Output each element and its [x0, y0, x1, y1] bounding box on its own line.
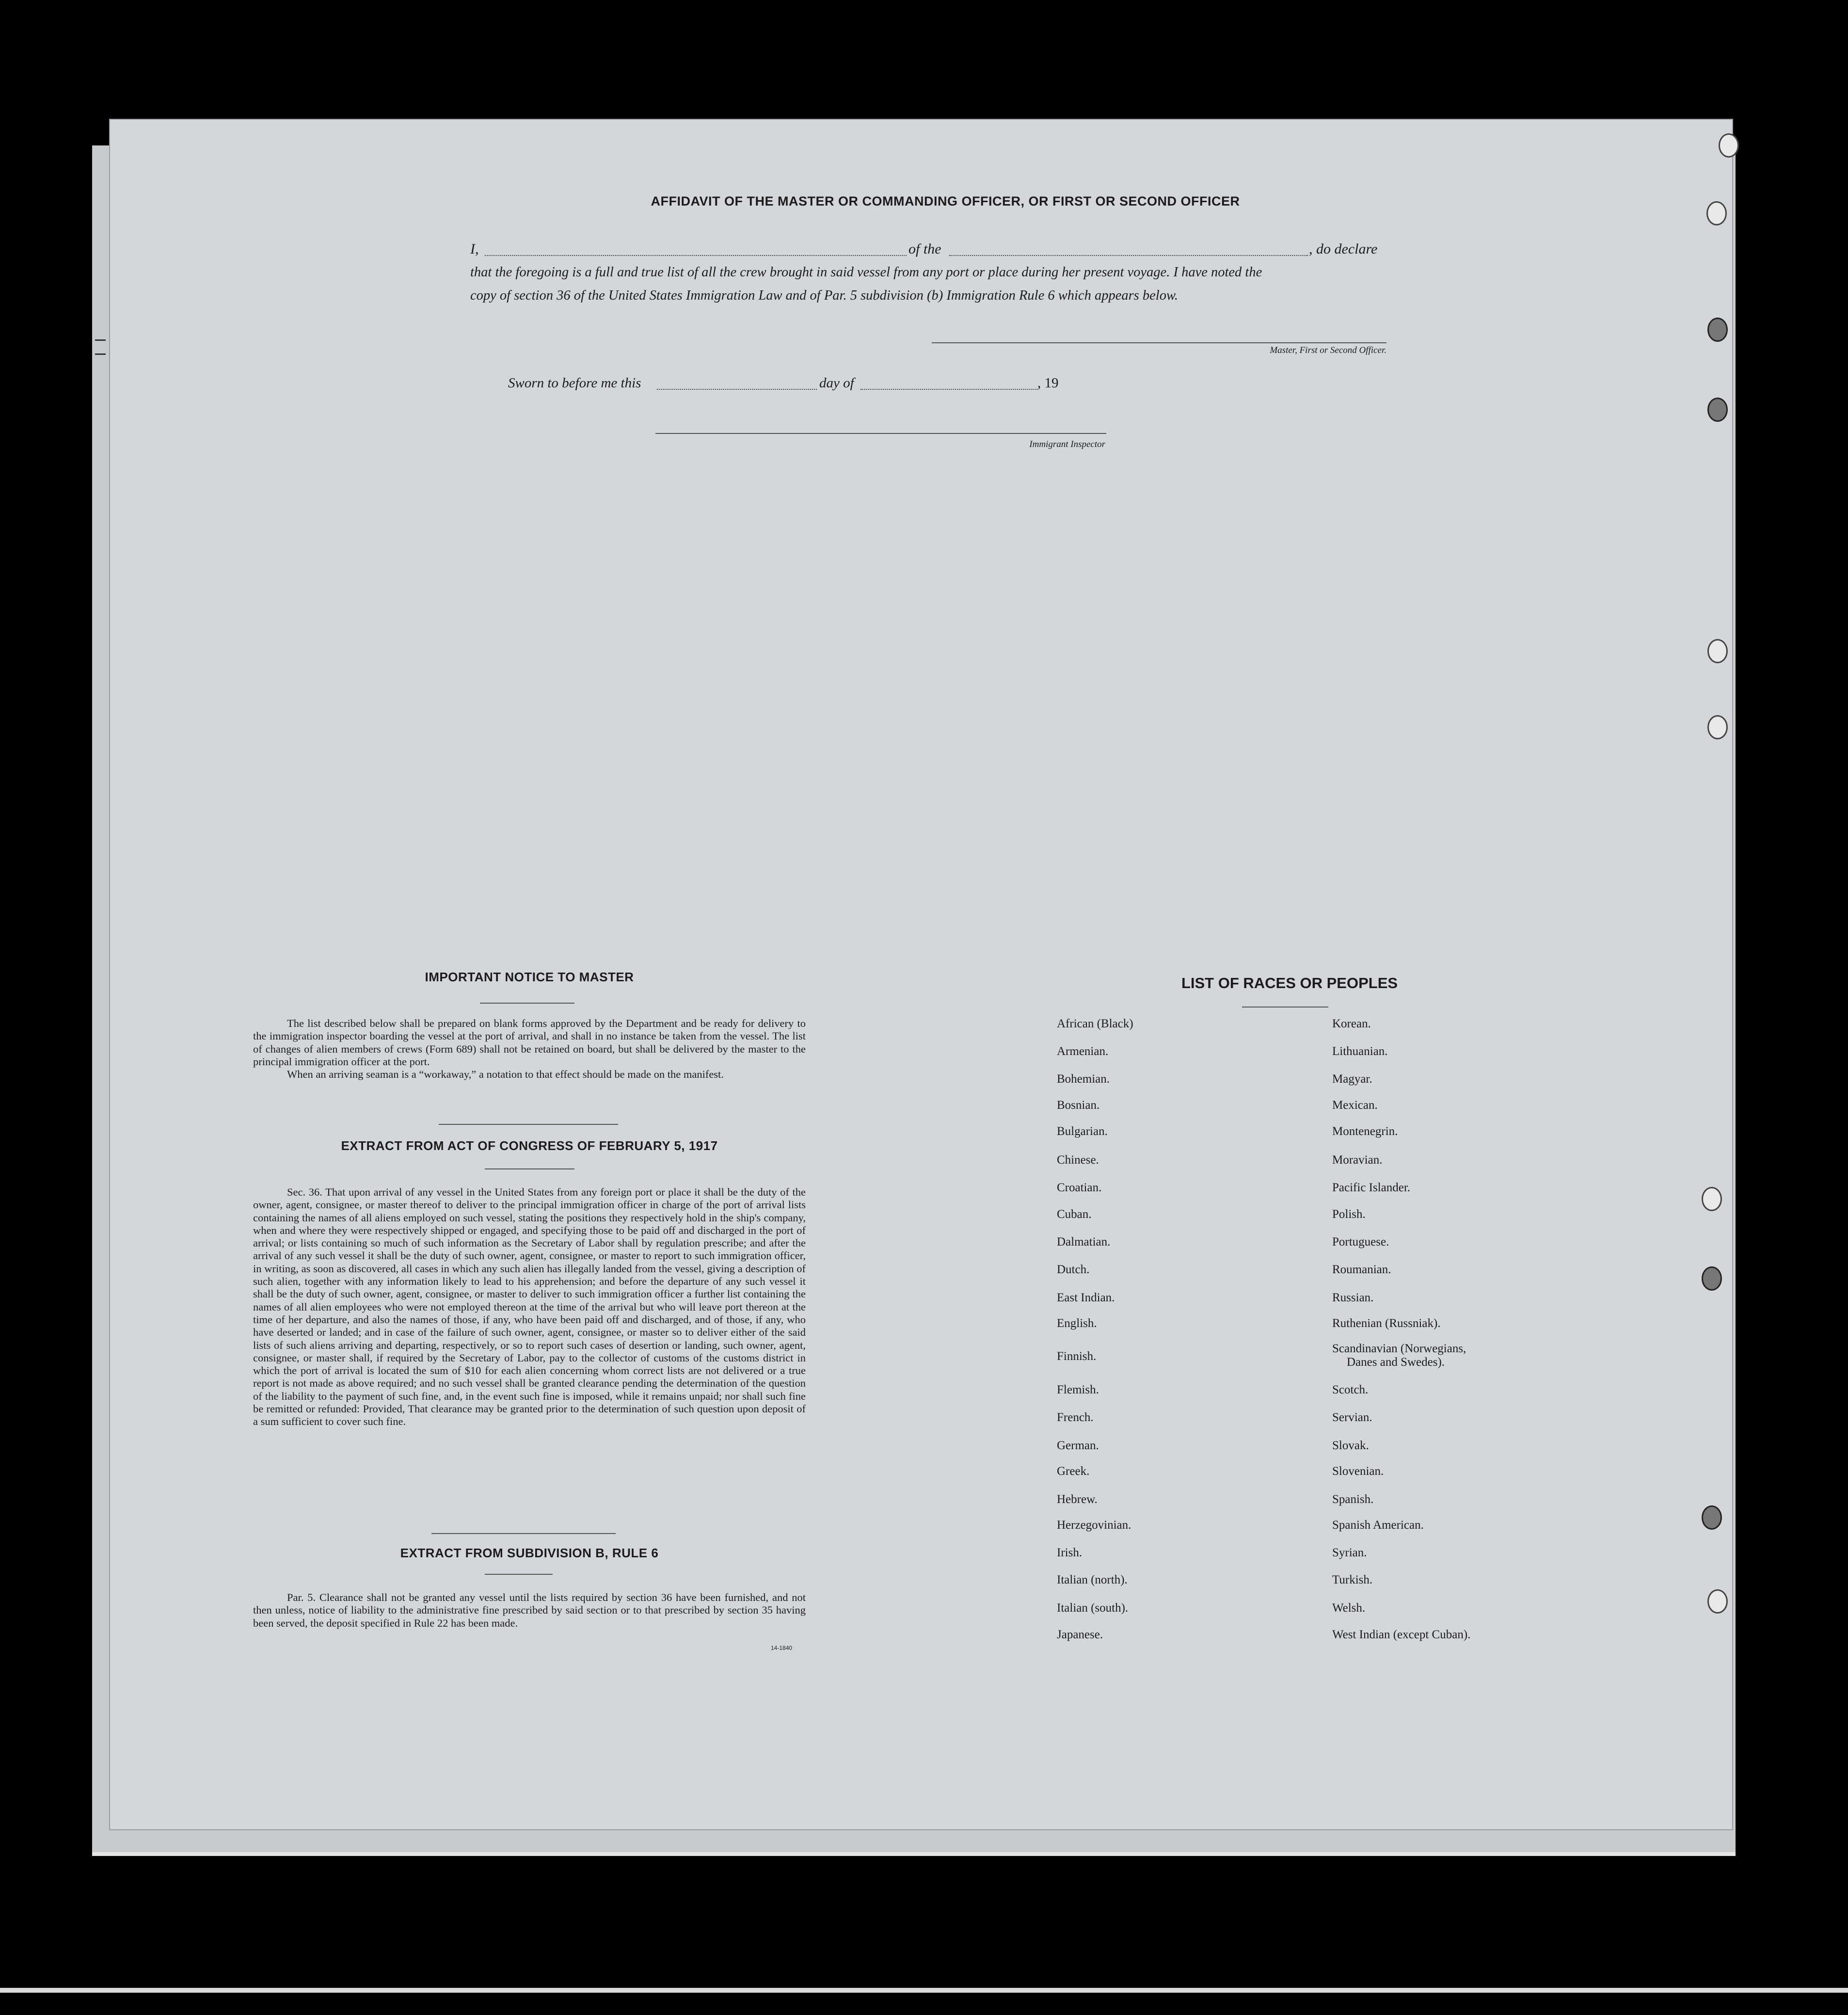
act-extract-text: [253, 1186, 806, 1428]
race-right-7: Polish.: [1332, 1208, 1366, 1221]
name-blank: [485, 255, 907, 256]
race-left-20: Italian (north).: [1057, 1573, 1128, 1586]
race-right-15: Servian.: [1332, 1411, 1372, 1424]
race-right-10: Russian.: [1332, 1291, 1374, 1304]
race-right-12: Scandinavian (Norwegians,: [1332, 1342, 1466, 1355]
race-right-8: Portuguese.: [1332, 1235, 1389, 1248]
race-right-4: Montenegrin.: [1332, 1125, 1398, 1138]
race-left-22: Japanese.: [1057, 1628, 1103, 1641]
race-left-15: German.: [1057, 1439, 1099, 1452]
race-right-5: Moravian.: [1332, 1153, 1383, 1167]
affidavit-line-2: that the foregoing is a full and true list of all the crew brought in said vessel from any port or place during her present voyage. I have noted the: [470, 265, 1262, 280]
rule-extract-paragraph: Par. 5. Clearance shall not be granted any vessel until the lists required by section 36 have been furnished, and not then unless, notice of liability to the administrative fine prescribed by said section or to that prescribed by section 35 having been served, the deposit specified in Rule 22 has been made.: [253, 1591, 806, 1629]
race-left-12: Finnish.: [1057, 1350, 1097, 1363]
race-left-6: Croatian.: [1057, 1181, 1102, 1194]
binder-hole: [1707, 715, 1728, 739]
race-left-18: Herzegovinian.: [1057, 1519, 1131, 1532]
race-right-22: Welsh.: [1332, 1601, 1366, 1615]
race-right-21: Turkish.: [1332, 1573, 1373, 1586]
act-divider: [485, 1168, 574, 1169]
races-title: LIST OF RACES OR PEOPLES: [1181, 975, 1398, 992]
race-right-18: Spanish.: [1332, 1493, 1374, 1506]
race-left-10: East Indian.: [1057, 1291, 1115, 1304]
sworn-prefix: Sworn to before me this: [508, 375, 641, 391]
race-right-20: Syrian.: [1332, 1546, 1367, 1559]
race-left-11: English.: [1057, 1317, 1097, 1330]
binder-hole: [1707, 639, 1728, 663]
race-left-5: Chinese.: [1057, 1153, 1099, 1167]
sworn-year: , 19: [1037, 375, 1059, 391]
race-right-3: Mexican.: [1332, 1099, 1378, 1112]
race-left-14: French.: [1057, 1411, 1094, 1424]
act-extract-title: EXTRACT FROM ACT OF CONGRESS OF FEBRUARY 5, 1917: [341, 1138, 718, 1153]
race-left-19: Irish.: [1057, 1546, 1083, 1559]
race-right-0: Korean.: [1332, 1017, 1371, 1030]
affidavit-i: I,: [470, 241, 479, 257]
race-left-9: Dutch.: [1057, 1263, 1090, 1276]
act-extract-paragraph: Sec. 36. That upon arrival of any vessel in the United States from any foreign port or place it shall be the duty of the owner, agent, consignee, or master thereof to deliver to the principal immigration officer in charge of the port of arrival lists containing the names of all aliens employed on such vessel, stating the positions they respectively hold in the ship's company, when and where they were respectively shipped or engaged, and specifying those to be paid off and discharged in the port of arrival; or lists containing so much of such information as the Secretary of Labor shall by regulation prescribe; and after the arrival of any such vessel it shall be the duty of such owner, agent, consignee, or master to report to such immigration officer, in writing, as soon as discovered, all cases in which any such alien has illegally landed from the vessel, giving a description of such alien, together with any information likely to lead to his apprehension; and before the departure of any such vessel it shall be the duty of such owner, agent, consignee, or master to deliver to such immigration officer a further list containing the names of all alien employees who were not employed thereon at the time of the arrival but who will leave port thereon at the time of her departure, and also the names of those, if any, who have been paid off and discharged, and of those, if any, who have deserted or landed; and in case of the failure of such owner, agent, consignee, or master so to deliver either of the said lists of such aliens arriving and departing, respectively, or so to report such cases of desertion or landing, such owner, agent, consignee, or master shall, if required by the Secretary of Labor, pay to the collector of customs of the customs district in which the port of arrival is located the sum of $10 for each alien concerning whom correct lists are not delivered or a true report is not made as above required; and no such vessel shall be granted clearance pending the determination of the question of the liability to the payment of such fine, and, in the event such fine is imposed, while it remains unpaid; nor shall such fine be remitted or refunded: Provided, That clearance may be granted prior to the determination of such question upon deposit of a sum sufficient to cover such fine.: [253, 1186, 806, 1428]
binder-hole: [1702, 1187, 1722, 1211]
race-right-2: Magyar.: [1332, 1072, 1372, 1086]
sworn-month-blank: [860, 389, 1037, 390]
race-left-0: African (Black): [1057, 1017, 1133, 1030]
margin-mark: [95, 339, 106, 355]
notice-text: [253, 1017, 806, 1081]
race-left-4: Bulgarian.: [1057, 1125, 1108, 1138]
rule-extract-text: [253, 1591, 806, 1630]
race-left-17: Hebrew.: [1057, 1493, 1098, 1506]
binder-hole: [1702, 1266, 1722, 1291]
race-right-6: Pacific Islander.: [1332, 1181, 1411, 1194]
race-left-1: Armenian.: [1057, 1045, 1109, 1058]
race-right-1: Lithuanian.: [1332, 1045, 1388, 1058]
rule-divider-top: [431, 1533, 616, 1534]
race-left-21: Italian (south).: [1057, 1601, 1129, 1615]
vessel-blank: [949, 255, 1308, 256]
race-left-8: Dalmatian.: [1057, 1235, 1111, 1248]
notice-paragraph-1: The list described below shall be prepared on blank forms approved by the Department and be ready for delivery to the immigration inspector boarding the vessel at the port of arrival, and shall in no instance be taken from the vessel. The list of changes of alien members of crews (Form 689) shall not be retained on board, but shall be delivered by the master to the principal immigration officer at the port.: [253, 1017, 806, 1068]
notice-paragraph-2: When an arriving seaman is a “workaway,” a notation to that effect should be made on the manifest.: [287, 1068, 724, 1081]
inspector-signature-caption: Immigrant Inspector: [1029, 439, 1105, 449]
race-right-19: Spanish American.: [1332, 1519, 1424, 1532]
binder-hole: [1702, 1505, 1722, 1530]
sworn-day-blank: [657, 389, 817, 390]
race-right-14: Scotch.: [1332, 1383, 1369, 1396]
binder-hole: [1719, 133, 1739, 158]
rule-divider: [485, 1574, 553, 1575]
binder-hole: [1707, 1589, 1728, 1614]
race-right-16: Slovak.: [1332, 1439, 1369, 1452]
affidavit-title: AFFIDAVIT OF THE MASTER OR COMMANDING OFFICER, OR FIRST OR SECOND OFFICER: [651, 194, 1240, 208]
binder-hole: [1707, 318, 1728, 342]
race-left-7: Cuban.: [1057, 1208, 1092, 1221]
act-divider-top: [439, 1124, 618, 1125]
master-signature-line: [932, 342, 1386, 343]
inspector-signature-line: [655, 433, 1106, 434]
binder-hole: [1706, 201, 1727, 225]
race-right-13: Danes and Swedes).: [1347, 1356, 1445, 1369]
race-left-3: Bosnian.: [1057, 1099, 1100, 1112]
race-left-16: Greek.: [1057, 1465, 1090, 1478]
scan-edge: [0, 1988, 1848, 1993]
race-left-2: Bohemian.: [1057, 1072, 1110, 1086]
rule-extract-title: EXTRACT FROM SUBDIVISION B, RULE 6: [400, 1546, 659, 1560]
master-signature-caption: Master, First or Second Officer.: [1270, 345, 1386, 355]
affidavit-do-declare: , do declare: [1309, 241, 1378, 257]
race-left-13: Flemish.: [1057, 1383, 1099, 1396]
form-number: 14-1840: [771, 1645, 793, 1651]
race-right-9: Roumanian.: [1332, 1263, 1391, 1276]
binder-hole: [1707, 398, 1728, 422]
race-right-17: Slovenian.: [1332, 1465, 1384, 1478]
affidavit-of-the: of the: [908, 241, 941, 257]
notice-divider: [480, 1003, 574, 1004]
race-right-11: Ruthenian (Russniak).: [1332, 1317, 1441, 1330]
notice-title: IMPORTANT NOTICE TO MASTER: [425, 970, 634, 984]
race-right-23: West Indian (except Cuban).: [1332, 1628, 1471, 1641]
affidavit-line-3: copy of section 36 of the United States Immigration Law and of Par. 5 subdivision (b) Immigration Rule 6 which appears below.: [470, 288, 1178, 303]
sworn-day-of: day of: [819, 375, 854, 391]
